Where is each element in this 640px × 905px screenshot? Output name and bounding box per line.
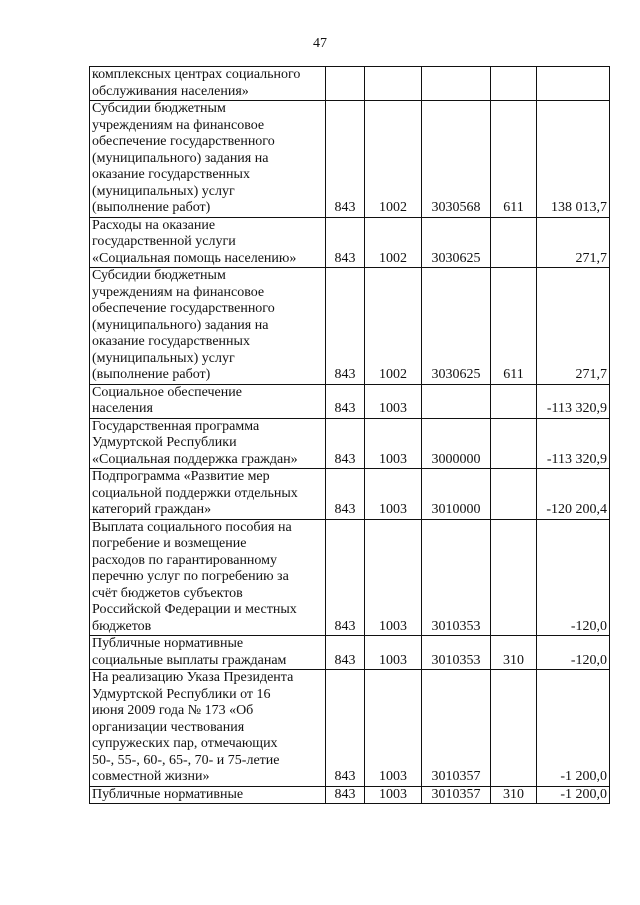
table-row [90, 469, 610, 520]
row-name: Субсидии бюджетным учреждениям на финансовое обеспечение государственного (муниципального) задания на оказание государственных (муниципальных) услуг (выполнение работ) [90, 101, 326, 218]
row-vr: 310 [491, 786, 537, 804]
row-rz: 1002 [365, 217, 422, 268]
row-name: Публичные нормативные социальные выплаты гражданам [90, 636, 326, 670]
row-rz: 1002 [365, 268, 422, 385]
row-rz: 1003 [365, 636, 422, 670]
row-vr [491, 67, 537, 101]
row-ved: 843 [326, 636, 365, 670]
row-sum: -120,0 [537, 519, 610, 636]
row-rz: 1002 [365, 101, 422, 218]
table-row [90, 519, 610, 636]
row-cs [422, 67, 491, 101]
row-ved: 843 [326, 101, 365, 218]
row-ved: 843 [326, 384, 365, 418]
table-row [90, 101, 610, 218]
row-rz: 1003 [365, 469, 422, 520]
row-cs [422, 384, 491, 418]
row-sum: -1 200,0 [537, 786, 610, 804]
row-name: На реализацию Указа Президента Удмуртской Республики от 16 июня 2009 года № 173 «Об организации чествования супружеских пар, отмечающих 50-, 55-, 60-, 65-, 70- и 75-летие совместной жизни» [90, 670, 326, 787]
row-sum [537, 67, 610, 101]
row-ved: 843 [326, 786, 365, 804]
table-row [90, 268, 610, 385]
table-row [90, 384, 610, 418]
row-sum: 271,7 [537, 268, 610, 385]
row-vr [491, 384, 537, 418]
row-name: комплексных центрах социального обслуживания населения» [90, 67, 326, 101]
budget-table [89, 66, 610, 804]
row-rz: 1003 [365, 384, 422, 418]
row-cs: 3010357 [422, 670, 491, 787]
row-sum: -120 200,4 [537, 469, 610, 520]
row-cs: 3010357 [422, 786, 491, 804]
row-vr [491, 469, 537, 520]
row-vr: 611 [491, 101, 537, 218]
row-ved: 843 [326, 418, 365, 469]
row-rz: 1003 [365, 786, 422, 804]
row-cs: 3010353 [422, 636, 491, 670]
row-vr [491, 670, 537, 787]
row-cs: 3030625 [422, 217, 491, 268]
row-ved: 843 [326, 469, 365, 520]
row-cs: 3010353 [422, 519, 491, 636]
row-ved [326, 67, 365, 101]
row-sum: 138 013,7 [537, 101, 610, 218]
row-sum: -1 200,0 [537, 670, 610, 787]
row-ved: 843 [326, 670, 365, 787]
row-vr: 310 [491, 636, 537, 670]
table-row [90, 67, 610, 101]
row-cs: 3000000 [422, 418, 491, 469]
row-cs: 3010000 [422, 469, 491, 520]
table-row [90, 636, 610, 670]
row-cs: 3030625 [422, 268, 491, 385]
row-cs: 3030568 [422, 101, 491, 218]
row-name: Выплата социального пособия на погребение и возмещение расходов по гарантированному перечню услуг по погребению за счёт бюджетов субъектов Российской Федерации и местных бюджетов [90, 519, 326, 636]
row-sum: -113 320,9 [537, 418, 610, 469]
row-rz [365, 67, 422, 101]
row-rz: 1003 [365, 670, 422, 787]
row-ved: 843 [326, 268, 365, 385]
row-name: Подпрограмма «Развитие мер социальной поддержки отдельных категорий граждан» [90, 469, 326, 520]
table-row [90, 418, 610, 469]
row-ved: 843 [326, 217, 365, 268]
row-name: Социальное обеспечение населения [90, 384, 326, 418]
row-name: Государственная программа Удмуртской Республики «Социальная поддержка граждан» [90, 418, 326, 469]
row-ved: 843 [326, 519, 365, 636]
page-number: 47 [313, 36, 327, 51]
row-vr [491, 418, 537, 469]
table-row [90, 670, 610, 787]
table-row [90, 786, 610, 804]
table-row [90, 217, 610, 268]
row-sum: -113 320,9 [537, 384, 610, 418]
row-vr [491, 217, 537, 268]
row-sum: -120,0 [537, 636, 610, 670]
row-rz: 1003 [365, 418, 422, 469]
row-name: Публичные нормативные [90, 786, 326, 804]
row-sum: 271,7 [537, 217, 610, 268]
row-name: Субсидии бюджетным учреждениям на финансовое обеспечение государственного (муниципального) задания на оказание государственных (муниципальных) услуг (выполнение работ) [90, 268, 326, 385]
row-rz: 1003 [365, 519, 422, 636]
row-name: Расходы на оказание государственной услуги «Социальная помощь населению» [90, 217, 326, 268]
row-vr: 611 [491, 268, 537, 385]
row-vr [491, 519, 537, 636]
